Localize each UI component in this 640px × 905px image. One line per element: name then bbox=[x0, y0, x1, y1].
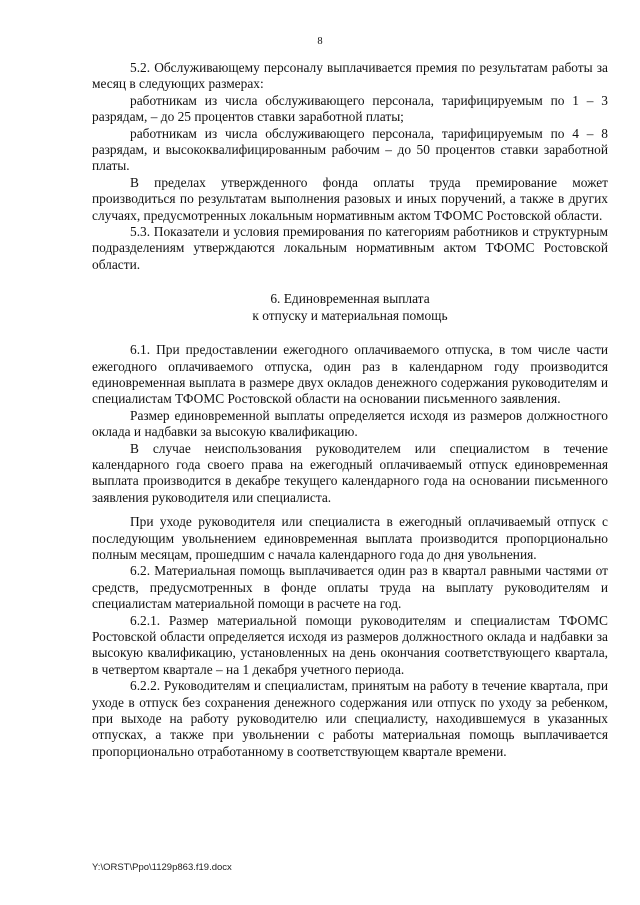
paragraph-6-2-1: 6.2.1. Размер материальной помощи руководителям и специалистам ТФОМС Ростовской области определяется исходя из размеров должностного оклада и надбавки за высокую квалификацию, установленных на день окончания соответствующего квартала, в четвертом квартале – на 1 декабря учетного периода. bbox=[92, 612, 608, 677]
section-6-heading bbox=[92, 291, 608, 324]
section-6-heading-line-2: к отпуску и материальная помощь bbox=[252, 307, 448, 323]
paragraph-5-2-item-1: работникам из числа обслуживающего персонала, тарифицируемым по 1 – 3 разрядам, – до 25 процентов ставки заработной платы; bbox=[92, 92, 608, 125]
section-6-heading-line-1: 6. Единовременная выплата bbox=[270, 291, 430, 307]
paragraph-5-2-bonus-fund: В пределах утвержденного фонда оплаты труда премирование может производиться по результатам выполнения разовых и иных поручений, а также в других случаях, предусмотренных локальным нормативным актом ТФОМС Ростовской области. bbox=[92, 174, 608, 223]
paragraph-5-3: 5.3. Показатели и условия премирования по категориям работников и структурным подразделениям утверждаются локальным нормативным актом ТФОМС Ростовской области. bbox=[92, 224, 608, 272]
paragraph-6-2: 6.2. Материальная помощь выплачивается один раз в квартал равными частями от средств, предусмотренных в фонде оплаты труда на выплату руководителям и специалистам материальной помощи в расчете на год. bbox=[92, 563, 608, 612]
file-path-footer: Y:\ORST\Ppo\1129p863.f19.docx bbox=[92, 862, 232, 873]
paragraph-6-2-2: 6.2.2. Руководителям и специалистам, принятым на работу в течение квартала, при уходе в отпуск без сохранения денежного содержания или отпуск по уходу за ребенком, при выходе на работу руководителю или специалисту, находившемуся в указанных отпусках, а также при увольнении с работы материальная помощь выплачивается пропорционально отработанному в соответствующем квартале времени. bbox=[92, 678, 608, 759]
paragraph-6-1-amount: Размер единовременной выплаты определяется исходя из размеров должностного оклада и надбавки за высокую квалификацию. bbox=[92, 407, 608, 440]
paragraph-6-1-unused: В случае неиспользования руководителем или специалистом в течение календарного года своего права на ежегодный оплачиваемый отпуск единовременная выплата производится в декабре текущего календарного года на основании письменного заявления руководителя или специалиста. bbox=[92, 440, 608, 505]
document-body bbox=[92, 60, 608, 760]
paragraph-6-1-dismissal: При уходе руководителя или специалиста в ежегодный оплачиваемый отпуск с последующим увольнением единовременная выплата производится пропорционально полным месяцам, прошедшим с начала календарного года до дня увольнения. bbox=[92, 514, 608, 562]
paragraph-5-2-item-2: работникам из числа обслуживающего персонала, тарифицируемым по 4 – 8 разрядам, и высококвалифицированным рабочим – до 50 процентов ставки заработной платы. bbox=[92, 125, 608, 174]
paragraph-5-2: 5.2. Обслуживающему персоналу выплачивается премия по результатам работы за месяц в следующих размерах: bbox=[92, 60, 608, 92]
page-number: 8 bbox=[317, 36, 323, 47]
paragraph-6-1: 6.1. При предоставлении ежегодного оплачиваемого отпуска, в том числе части ежегодного оплачиваемого отпуска, один раз в календарном году производится единовременная выплата в размере двух окладов денежного содержания руководителям и специалистам ТФОМС Ростовской области на основании письменного заявления. bbox=[92, 342, 608, 407]
